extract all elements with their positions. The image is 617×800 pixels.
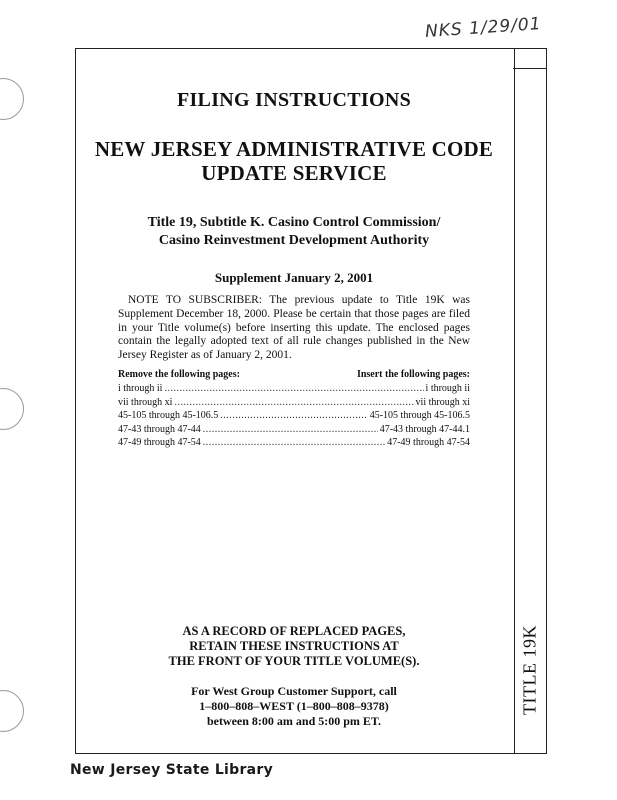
leader-dots xyxy=(220,410,367,421)
remove-pages: 47-49 through 47-54 xyxy=(118,437,201,448)
remove-pages: 45-105 through 45-106.5 xyxy=(118,410,219,421)
leader-dots xyxy=(203,437,385,448)
table-row xyxy=(118,410,470,424)
table-row xyxy=(118,424,470,438)
library-stamp: New Jersey State Library xyxy=(70,762,274,778)
leader-dots xyxy=(164,383,423,394)
insert-pages: 45-105 through 45-106.5 xyxy=(369,410,470,421)
table-header xyxy=(118,369,470,383)
binder-hole-middle xyxy=(0,388,24,430)
remove-header: Remove the following pages: xyxy=(118,369,240,380)
heading-line-1: NEW JERSEY ADMINISTRATIVE CODE xyxy=(94,137,494,161)
support-hours: between 8:00 am and 5:00 pm ET. xyxy=(206,714,382,728)
binder-hole-bottom xyxy=(0,690,24,732)
subscriber-note xyxy=(118,294,470,363)
insert-header: Insert the following pages: xyxy=(356,369,470,380)
page-title: FILING INSTRUCTIONS xyxy=(176,89,412,111)
subtitle-line-2: Casino Reinvestment Development Authority xyxy=(158,233,430,248)
leader-dots xyxy=(203,424,378,435)
supplement-date: Supplement January 2, 2001 xyxy=(214,270,374,285)
table-row xyxy=(118,437,470,451)
subtitle-line-1: Title 19, Subtitle K. Casino Control Commission/ xyxy=(147,215,441,230)
page-replacement-table xyxy=(118,369,470,451)
handwritten-note: NKS 1/29/01 xyxy=(424,13,543,43)
record-instruction-line-3: THE FRONT OF YOUR TITLE VOLUME(S). xyxy=(168,654,420,668)
side-tab-label: TITLE 19K xyxy=(519,625,540,715)
support-line-1: For West Group Customer Support, call xyxy=(191,684,397,698)
binder-hole-top xyxy=(0,78,24,120)
record-instruction-line-1: AS A RECORD OF REPLACED PAGES, xyxy=(182,624,406,638)
table-row xyxy=(118,383,470,397)
insert-pages: 47-49 through 47-54 xyxy=(387,437,470,448)
remove-pages: vii through xi xyxy=(118,396,173,408)
record-instruction-line-2: RETAIN THESE INSTRUCTIONS AT xyxy=(189,639,399,653)
table-row xyxy=(118,397,470,411)
insert-pages: i through ii xyxy=(425,383,470,394)
insert-pages: 47-43 through 47-44.1 xyxy=(379,423,470,435)
heading-line-2: UPDATE SERVICE xyxy=(201,161,387,185)
leader-dots xyxy=(174,397,413,408)
remove-pages: 47-43 through 47-44 xyxy=(118,423,201,435)
side-tab-divider xyxy=(513,68,546,69)
insert-pages: vii through xi xyxy=(415,396,470,408)
support-phone: 1–800–808–WEST (1–800–808–9378) xyxy=(199,699,389,713)
remove-pages: i through ii xyxy=(118,383,163,394)
subscriber-note-text: NOTE TO SUBSCRIBER: The previous update to Title 19K was Supplement December 18, 2000. Please be certain that those pages are filed in your Title volume(s) before inserting this update. The enclosed pages contain the legally adopted text of all rule changes published in the New Jersey Register as of January 2, 2001. xyxy=(118,294,470,362)
